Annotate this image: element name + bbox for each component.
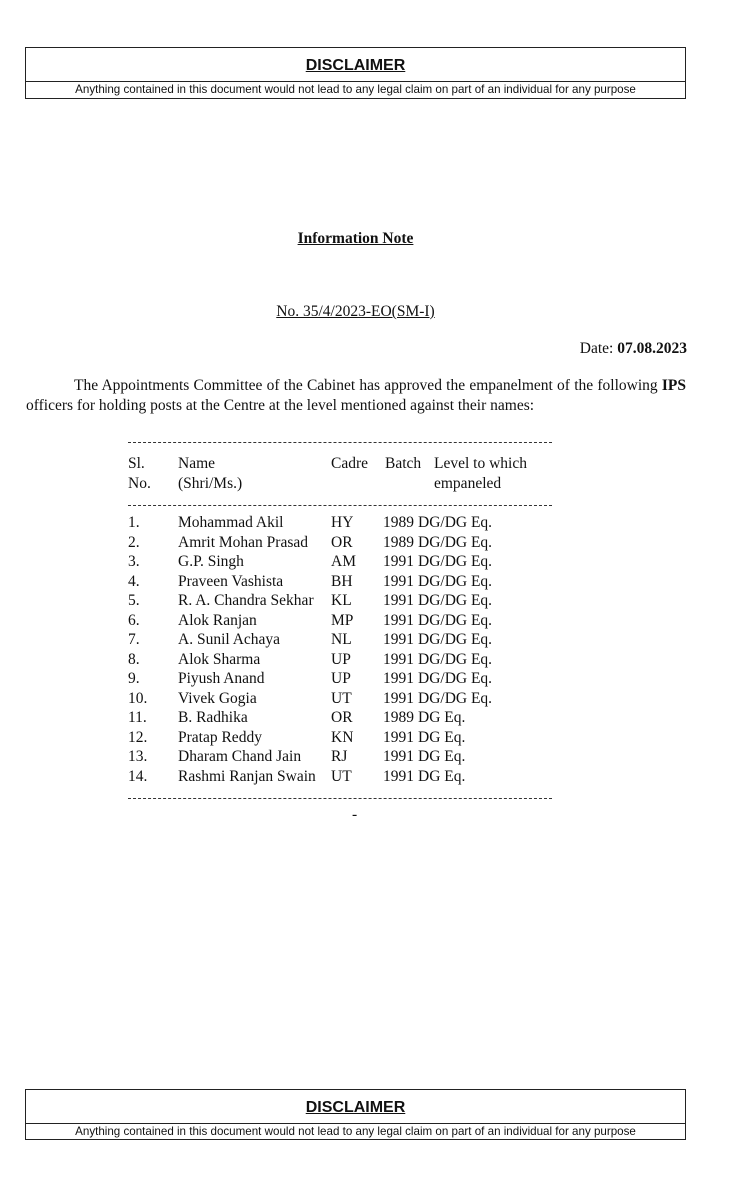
row-cadre: OR <box>331 709 353 726</box>
para-part1: The Appointments Committee of the Cabinet has approved the empanelment of the following <box>74 377 658 394</box>
row-name: Piyush Anand <box>178 670 265 687</box>
para-part2: officers for holding posts at the Centre at the level mentioned against their names: <box>26 397 535 414</box>
row-cadre: UP <box>331 670 351 687</box>
row-name: B. Radhika <box>178 709 248 726</box>
disclaimer-text: Anything contained in this document would not lead to any legal claim on part of an individual for any purpose <box>75 83 636 96</box>
header-name-line2: (Shri/Ms.) <box>178 475 243 492</box>
row-cadre: UT <box>331 689 352 707</box>
disclaimer-title: DISCLAIMER <box>26 48 685 82</box>
note-number: No. 35/4/2023-EO(SM-I) <box>276 303 435 320</box>
row-sl: 12. <box>128 728 148 746</box>
row-level: DG/DG Eq. <box>418 650 493 668</box>
table-rule-top <box>128 442 552 443</box>
row-batch: 1991 <box>383 572 414 590</box>
row-level: DG/DG Eq. <box>418 592 493 609</box>
row-batch: 1991 <box>383 767 414 785</box>
row-batch: 1991 <box>383 748 414 765</box>
row-sl: 7. <box>128 631 140 648</box>
row-sl: 1. <box>128 514 140 531</box>
row-level: DG Eq. <box>418 709 466 726</box>
header-sl-line1: Sl. <box>128 455 145 472</box>
row-level: DG/DG Eq. <box>418 514 493 531</box>
date-value: 07.08.2023 <box>617 340 687 357</box>
row-cadre: OR <box>331 533 353 551</box>
row-sl: 8. <box>128 650 140 668</box>
row-batch: 1991 <box>383 611 414 629</box>
row-sl: 4. <box>128 572 140 590</box>
header-sl-line2: No. <box>128 475 151 492</box>
table-row <box>0 747 745 767</box>
disclaimer-text: Anything contained in this document would not lead to any legal claim on part of an individual for any purpose <box>75 1125 636 1138</box>
row-batch: 1991 <box>383 553 414 570</box>
row-batch: 1991 <box>383 689 414 707</box>
row-cadre: UP <box>331 650 351 668</box>
row-level: DG Eq. <box>418 767 466 785</box>
row-cadre: KL <box>331 592 352 609</box>
row-name: Rashmi Ranjan Swain <box>178 767 316 785</box>
table-row <box>0 767 745 787</box>
header-name-line1: Name <box>178 455 216 472</box>
row-sl: 11. <box>128 709 147 726</box>
row-cadre: BH <box>331 572 353 590</box>
note-date <box>580 340 687 358</box>
header-cadre: Cadre <box>331 455 369 472</box>
row-cadre: MP <box>331 611 354 629</box>
row-cadre: HY <box>331 514 354 531</box>
table-row <box>0 650 745 670</box>
row-batch: 1991 <box>383 670 414 687</box>
row-level: DG/DG Eq. <box>418 533 493 551</box>
table-row <box>0 513 745 533</box>
header-batch: Batch <box>385 455 422 472</box>
row-batch: 1991 <box>383 631 414 648</box>
row-cadre: UT <box>331 767 352 785</box>
row-batch: 1989 <box>383 533 414 551</box>
row-name: Dharam Chand Jain <box>178 748 302 765</box>
end-mark: - <box>352 806 358 823</box>
row-name: A. Sunil Achaya <box>178 631 281 648</box>
row-level: DG/DG Eq. <box>418 572 493 590</box>
row-name: Vivek Gogia <box>178 689 257 707</box>
row-batch: 1991 <box>383 650 414 668</box>
table-row <box>0 689 745 709</box>
row-sl: 10. <box>128 689 148 707</box>
row-name: Praveen Vashista <box>178 572 284 590</box>
row-cadre: KN <box>331 728 354 746</box>
row-name: G.P. Singh <box>178 553 244 570</box>
body-paragraph <box>26 376 686 416</box>
table-row <box>0 611 745 631</box>
row-batch: 1991 <box>383 592 414 609</box>
row-name: Alok Ranjan <box>178 611 257 629</box>
row-sl: 2. <box>128 533 140 551</box>
row-sl: 9. <box>128 670 140 687</box>
table-header <box>0 454 745 496</box>
header-level-line1: Level to which <box>434 455 527 472</box>
row-level: DG/DG Eq. <box>418 553 493 570</box>
table-row <box>0 533 745 553</box>
row-level: DG Eq. <box>418 748 466 765</box>
row-level: DG/DG Eq. <box>418 631 493 648</box>
para-bold: IPS <box>661 377 686 394</box>
disclaimer-title: DISCLAIMER <box>26 1090 685 1124</box>
row-name: Amrit Mohan Prasad <box>178 533 309 551</box>
table-row <box>0 630 745 650</box>
row-cadre: AM <box>331 553 356 570</box>
table-body <box>0 513 745 786</box>
table-row <box>0 552 745 572</box>
disclaimer-box-top <box>25 47 686 99</box>
row-sl: 5. <box>128 592 140 609</box>
row-batch: 1989 <box>383 514 414 531</box>
row-name: R. A. Chandra Sekhar <box>178 592 314 609</box>
header-level-line2: empaneled <box>434 475 502 492</box>
note-heading: Information Note <box>297 230 414 247</box>
date-label: Date: <box>579 340 614 357</box>
row-batch: 1989 <box>383 709 414 726</box>
row-batch: 1991 <box>383 728 414 746</box>
row-name: Alok Sharma <box>178 650 261 668</box>
disclaimer-box-bottom <box>25 1089 686 1140</box>
row-level: DG/DG Eq. <box>418 611 493 629</box>
row-name: Mohammad Akil <box>178 514 284 531</box>
table-row <box>0 591 745 611</box>
row-level: DG/DG Eq. <box>418 689 493 707</box>
table-row <box>0 708 745 728</box>
row-sl: 14. <box>128 767 148 785</box>
table-row <box>0 728 745 748</box>
row-level: DG/DG Eq. <box>418 670 493 687</box>
table-rule-bottom <box>128 798 552 799</box>
row-sl: 13. <box>128 748 148 765</box>
table-rule-middle <box>128 505 552 506</box>
row-level: DG Eq. <box>418 728 466 746</box>
row-cadre: NL <box>331 631 352 648</box>
row-sl: 6. <box>128 611 140 629</box>
table-row <box>0 572 745 592</box>
row-cadre: RJ <box>331 748 348 765</box>
row-sl: 3. <box>128 553 140 570</box>
row-name: Pratap Reddy <box>178 728 262 746</box>
table-row <box>0 669 745 689</box>
